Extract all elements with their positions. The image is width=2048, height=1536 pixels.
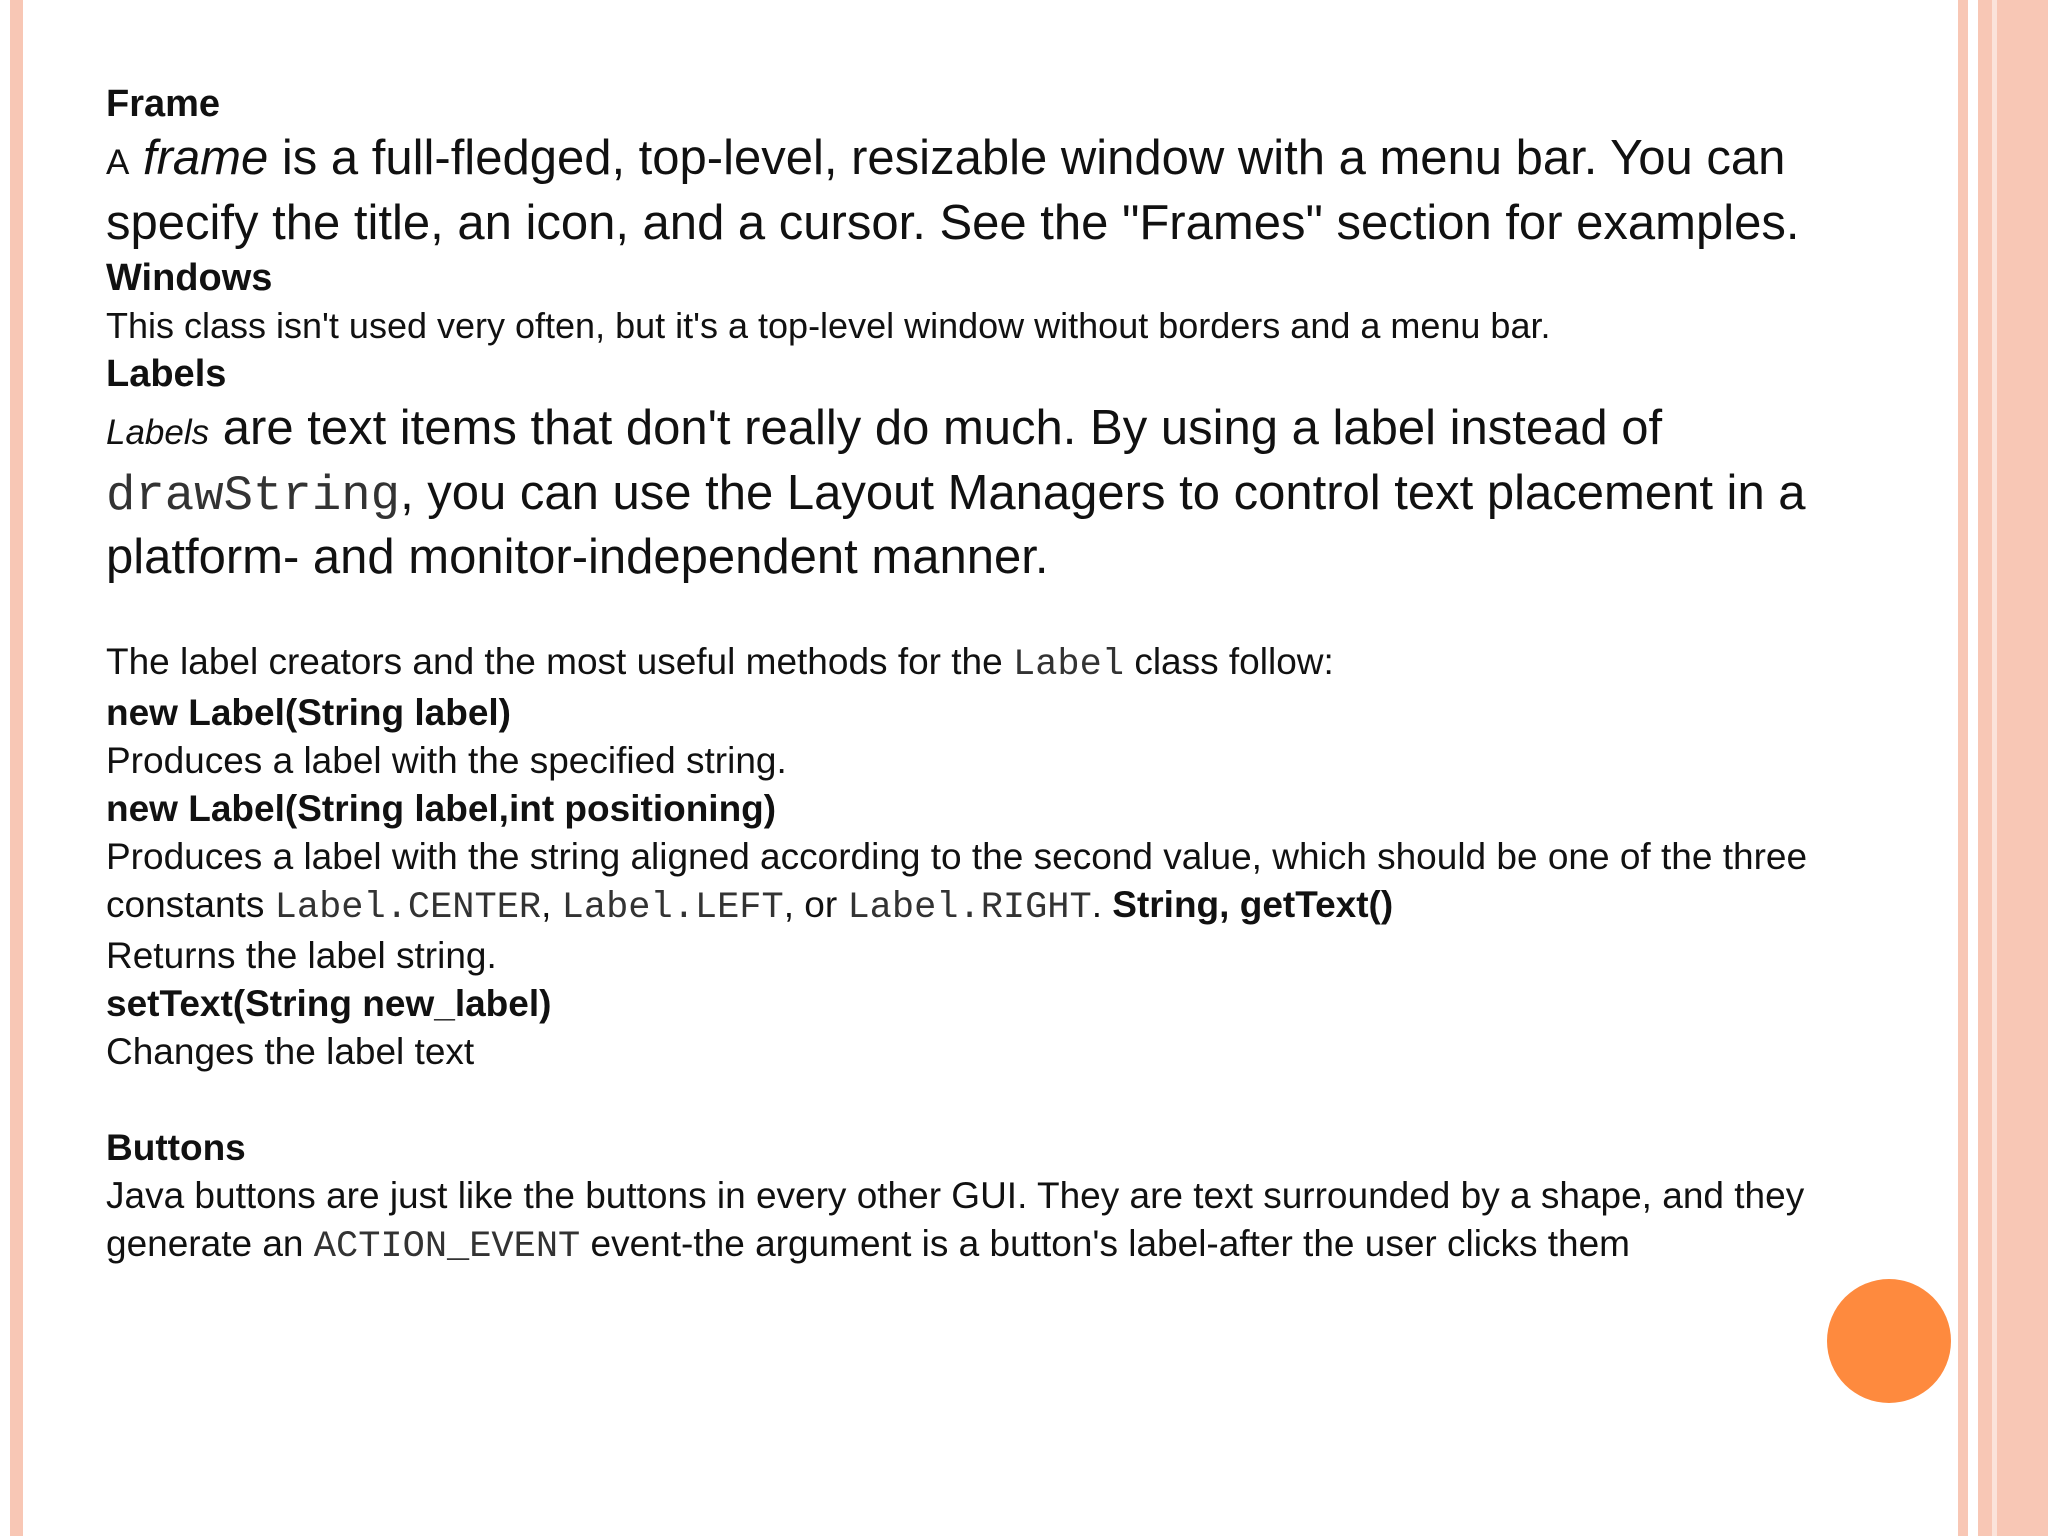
method-signature-settext: setText(String new_label) <box>106 983 552 1024</box>
method-description-settext: Changes the label text <box>106 1031 475 1072</box>
spacer <box>106 1076 1956 1124</box>
buttons-description-line-2 <box>106 1220 1956 1271</box>
const-label-left: Label.LEFT <box>561 887 784 929</box>
right-border-inner-stripe <box>1992 0 1997 1536</box>
sep-comma: , <box>541 884 552 925</box>
buttons-description-line-1: Java buttons are just like the buttons in every other GUI. They are text surrounded by a shape, and they <box>106 1175 1805 1216</box>
spacer <box>106 588 1956 638</box>
label-intro-before: The label creators and the most useful methods for the <box>106 641 1003 682</box>
buttons-desc-code: ACTION_EVENT <box>313 1226 581 1268</box>
frame-description-line-1 <box>106 128 1956 193</box>
left-border-decoration <box>10 0 23 1536</box>
method-description-gettext: Returns the label string. <box>106 935 497 976</box>
labels-heading: Labels <box>106 353 227 395</box>
sep-or: , or <box>783 884 838 925</box>
sep-period: . <box>1091 884 1102 925</box>
label-intro-after: class follow: <box>1134 641 1334 682</box>
method-description-positioning-line-1: Produces a label with the string aligned according to the second value, which should be one of the three <box>106 836 1808 877</box>
label-intro <box>106 638 1956 689</box>
const-label-right: Label.RIGHT <box>847 887 1092 929</box>
labels-desc-line1-rest: are text items that don't really do much. By using a label instead of <box>222 401 1663 455</box>
frame-heading: Frame <box>106 83 221 125</box>
labels-description-line-3: platform- and monitor-independent manner. <box>106 530 1049 584</box>
const-label-center: Label.CENTER <box>274 887 542 929</box>
labels-description-line-2 <box>106 463 1956 527</box>
labels-desc-code: drawString <box>106 468 401 524</box>
method-description-positioning-line-2 <box>106 881 1956 932</box>
windows-heading: Windows <box>106 257 273 299</box>
right-border-stripe <box>1958 0 1968 1536</box>
method-signature-gettext: String, getText() <box>1112 884 1394 925</box>
frame-desc-term: frame <box>142 131 269 185</box>
constants-prefix: constants <box>106 884 265 925</box>
labels-description-line-1 <box>106 398 1956 463</box>
method-signature-label-positioning: new Label(String label,int positioning) <box>106 788 777 829</box>
buttons-desc-prefix: generate an <box>106 1223 304 1264</box>
frame-desc-line1-rest: is a full-fledged, top-level, resizable window with a menu bar. You can <box>281 131 1786 185</box>
method-description-label-string: Produces a label with the specified string. <box>106 740 787 781</box>
buttons-desc-line2-rest: event-the argument is a button's label-after the user clicks them <box>590 1223 1630 1264</box>
method-signature-label-string: new Label(String label) <box>106 692 511 733</box>
buttons-heading: Buttons <box>106 1127 246 1168</box>
windows-description: This class isn't used very often, but it's a top-level window without borders and a menu bar. <box>106 305 1551 346</box>
orange-circle-decoration <box>1827 1279 1951 1403</box>
labels-desc-line2-rest: , you can use the Layout Managers to control text placement in a <box>400 466 1806 520</box>
frame-description-line-2: specify the title, an icon, and a cursor. See the "Frames" section for examples. <box>106 196 1800 250</box>
label-intro-code: Label <box>1013 644 1125 686</box>
labels-desc-term: Labels <box>106 413 210 452</box>
right-border-panel <box>1978 0 2048 1536</box>
slide-content <box>106 80 1956 1271</box>
frame-desc-prefix: A <box>106 143 130 182</box>
